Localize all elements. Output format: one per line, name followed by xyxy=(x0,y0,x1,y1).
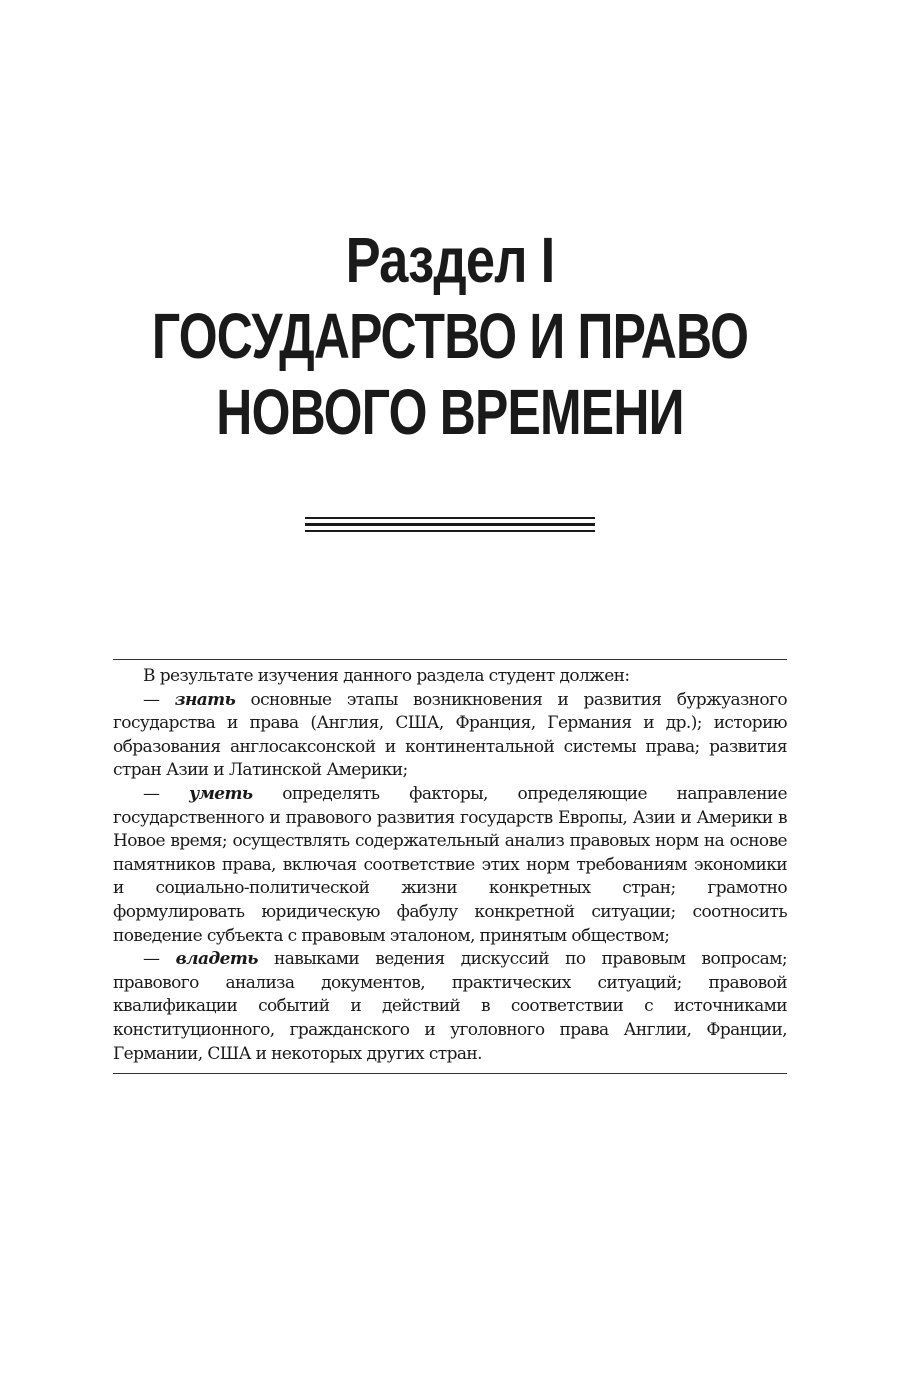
objective-know xyxy=(113,689,787,783)
learning-objectives-box xyxy=(113,659,787,1074)
objective-text-master: навыками ведения дискуссий по правовым вопросам; правового анализа документов, практических ситуаций; правовой квалификации событий и действий в соответствии с источниками конституционного, гражданского и уголовного права Англии, Франции, Германии, США и некоторых других стран. xyxy=(113,949,787,1064)
title-ornament-rule xyxy=(305,517,595,533)
objective-keyword-be-able: уметь xyxy=(189,783,253,804)
objective-text-know: основные этапы возникновения и развития буржуазного государства и права (Англия, США, Франция, Германия и др.); историю образования англосаксонской и континентальной системы права; развития стран Азии и Латинской Америки; xyxy=(113,689,787,781)
objective-text-be-able: определять факторы, определяющие направление государственного и правового развития государств Европы, Азии и Америки в Новое время; осуществлять содержательный анализ правовых норм на основе памятников права, включая соответствие этих норм требованиям экономики и социально-политической жизни конкретных стран; грамотно формулировать юридическую фабулу конкретной ситуации; соотносить поведение субъекта с правовым эталоном, принятым обществом; xyxy=(113,783,787,946)
objective-keyword-master: владеть xyxy=(175,949,258,970)
ornament-rule-middle xyxy=(305,523,595,526)
objectives-intro: В результате изучения данного раздела студент должен: xyxy=(143,666,630,686)
ornament-rule-bottom xyxy=(305,530,595,532)
section-title-line-1: ГОСУДАРСТВО И ПРАВО xyxy=(151,300,749,372)
section-number: Раздел I xyxy=(345,224,555,296)
objective-be-able xyxy=(113,783,787,948)
section-heading xyxy=(0,222,900,450)
objective-master xyxy=(113,948,787,1066)
objective-keyword-know: знать xyxy=(174,689,236,710)
objective-dash: — xyxy=(143,689,175,710)
objective-dash: — xyxy=(143,783,190,804)
section-title-line-2: НОВОГО ВРЕМЕНИ xyxy=(216,376,684,448)
objective-dash: — xyxy=(143,949,176,970)
ornament-rule-top xyxy=(305,517,595,519)
